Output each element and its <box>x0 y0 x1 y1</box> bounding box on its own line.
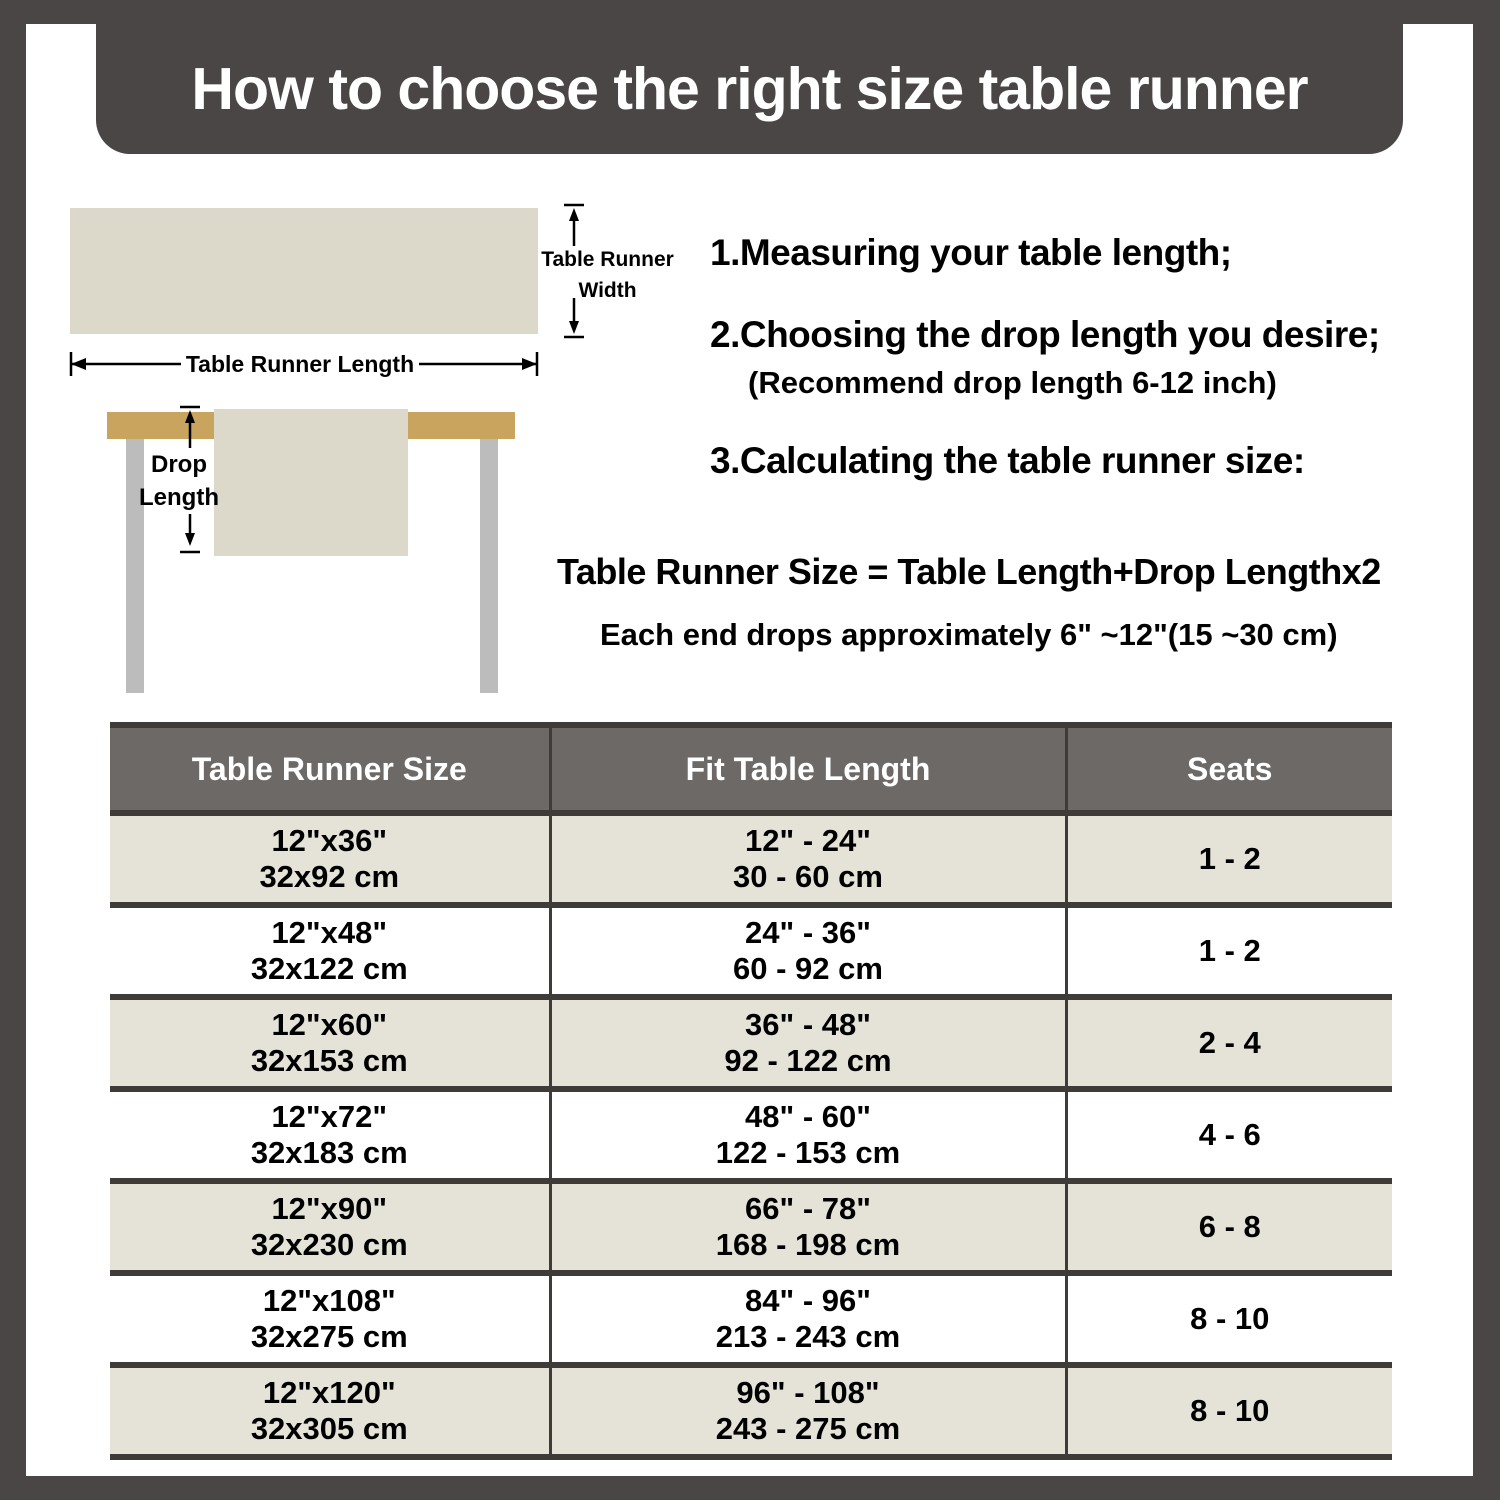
table-row <box>110 997 1392 1089</box>
runner-size-cm: 32x183 cm <box>250 1135 408 1170</box>
runner-size-in: 12"x60" <box>271 1007 388 1042</box>
table-row <box>110 1273 1392 1365</box>
runner-size-in: 12"x36" <box>271 823 388 858</box>
fit-length-in: 24" - 36" <box>745 915 871 950</box>
table-row <box>110 1089 1392 1181</box>
step-2: 2.Choosing the drop length you desire; <box>710 314 1380 355</box>
formula-note: Each end drops approximately 6" ~12"(15 ~30 cm) <box>600 617 1338 652</box>
fit-length-in: 84" - 96" <box>745 1283 871 1318</box>
width-arrow-down-icon <box>560 298 588 340</box>
page-title: How to choose the right size table runner <box>191 56 1308 122</box>
seats-value: 8 - 10 <box>1066 1365 1392 1457</box>
width-label <box>540 244 675 306</box>
seats-value: 1 - 2 <box>1066 813 1392 905</box>
step-2-note: (Recommend drop length 6-12 inch) <box>748 365 1277 400</box>
size-chart-table <box>110 722 1392 1460</box>
drop-label <box>118 448 240 514</box>
fit-length-cm: 168 - 198 cm <box>715 1227 901 1262</box>
drop-arrow-up-icon <box>176 404 204 448</box>
step-3: 3.Calculating the table runner size: <box>710 440 1305 481</box>
runner-size-cm: 32x305 cm <box>250 1411 408 1446</box>
seats-value: 8 - 10 <box>1066 1273 1392 1365</box>
fit-length-in: 12" - 24" <box>745 823 871 858</box>
drop-arrow-down-icon <box>176 514 204 556</box>
runner-size-cm: 32x92 cm <box>259 859 400 894</box>
title-banner <box>96 24 1403 154</box>
table-row <box>110 905 1392 997</box>
fit-length-in: 66" - 78" <box>745 1191 871 1226</box>
length-label: Table Runner Length <box>181 349 419 380</box>
col-header-seats: Seats <box>1066 725 1392 813</box>
runner-size-cm: 32x275 cm <box>250 1319 408 1354</box>
runner-size-in: 12"x90" <box>271 1191 388 1226</box>
runner-topview-rect <box>70 208 538 334</box>
runner-size-cm: 32x153 cm <box>250 1043 408 1078</box>
drop-label-line2: Length <box>139 484 219 511</box>
fit-length-in: 96" - 108" <box>736 1375 880 1410</box>
runner-size-cm: 32x230 cm <box>250 1227 408 1262</box>
fit-length-cm: 243 - 275 cm <box>715 1411 901 1446</box>
drop-label-line1: Drop <box>151 451 207 478</box>
seats-value: 6 - 8 <box>1066 1181 1392 1273</box>
fit-length-in: 36" - 48" <box>745 1007 871 1042</box>
col-header-fit-length: Fit Table Length <box>550 725 1066 813</box>
col-header-runner-size: Table Runner Size <box>110 725 550 813</box>
runner-size-in: 12"x48" <box>271 915 388 950</box>
runner-size-formula: Table Runner Size = Table Length+Drop Lengthx2 <box>557 551 1381 592</box>
width-arrow-up-icon <box>560 202 588 246</box>
width-label-line1: Table Runner <box>541 248 674 271</box>
table-row <box>110 1365 1392 1457</box>
seats-value: 4 - 6 <box>1066 1089 1392 1181</box>
runner-size-in: 12"x108" <box>262 1283 396 1318</box>
fit-length-cm: 60 - 92 cm <box>733 951 883 986</box>
fit-length-cm: 30 - 60 cm <box>733 859 883 894</box>
runner-size-in: 12"x120" <box>262 1375 396 1410</box>
runner-size-in: 12"x72" <box>271 1099 388 1134</box>
table-row <box>110 813 1392 905</box>
fit-length-cm: 92 - 122 cm <box>724 1043 892 1078</box>
width-label-line2: Width <box>578 279 637 302</box>
seats-value: 2 - 4 <box>1066 997 1392 1089</box>
step-1: 1.Measuring your table length; <box>710 232 1232 273</box>
table-row <box>110 1181 1392 1273</box>
runner-sideview-rect <box>214 409 408 556</box>
fit-length-in: 48" - 60" <box>745 1099 871 1134</box>
runner-size-cm: 32x122 cm <box>250 951 408 986</box>
table-leg-right <box>480 439 498 693</box>
fit-length-cm: 213 - 243 cm <box>715 1319 901 1354</box>
size-chart-header-row <box>110 725 1392 813</box>
seats-value: 1 - 2 <box>1066 905 1392 997</box>
fit-length-cm: 122 - 153 cm <box>715 1135 901 1170</box>
